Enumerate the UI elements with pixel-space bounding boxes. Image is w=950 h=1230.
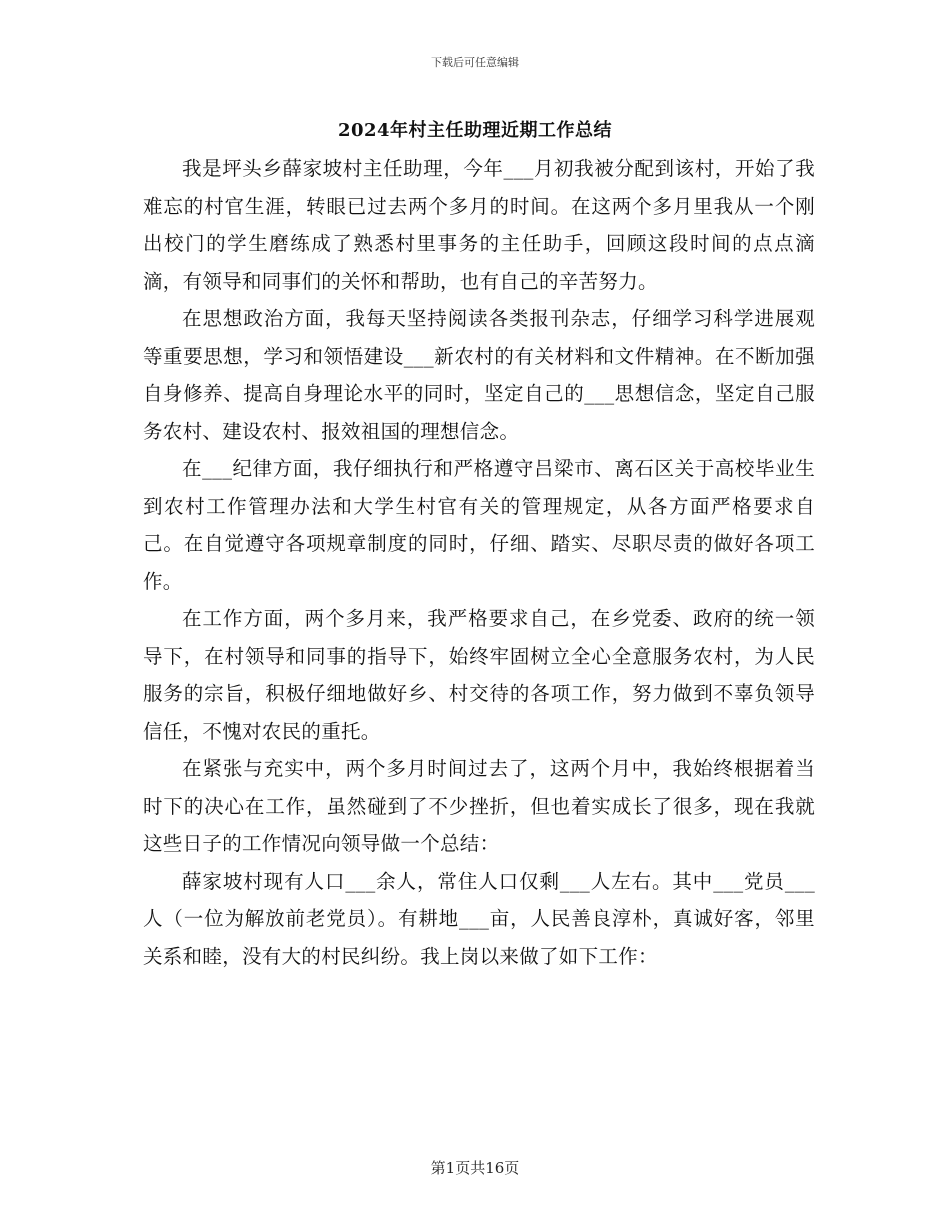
header-note: 下载后可任意编辑 <box>431 56 519 69</box>
document-body <box>143 150 815 975</box>
document-title: 2024年村主任助理近期工作总结 <box>337 120 613 141</box>
paragraph-work: 在工作方面，两个多月来，我严格要求自己，在乡党委、政府的统一领导下，在村领导和同事的指导下，始终牢固树立全心全意服务农村，为人民服务的宗旨，积极仔细地做好乡、村交待的各项工作，努力做到不辜负领导信任，不愧对农民的重托。 <box>143 607 815 743</box>
paragraph-summary-intro: 在紧张与充实中，两个多月时间过去了，这两个月中，我始终根据着当时下的决心在工作，虽然碰到了不少挫折，但也着实成长了很多，现在我就这些日子的工作情况向领导做一个总结： <box>143 757 815 855</box>
page-number: 第1页共16页 <box>430 1159 520 1177</box>
paragraph-village-overview: 薛家坡村现有人口___余人，常住人口仅剩___人左右。其中___党员___人（一位为解放前老党员）。有耕地___亩，人民善良淳朴，真诚好客，邻里关系和睦，没有大的村民纠纷。我上岗以来做了如下工作： <box>143 869 815 968</box>
paragraph-political-thought: 在思想政治方面，我每天坚持阅读各类报刊杂志，仔细学习科学进展观等重要思想，学习和领悟建设___新农村的有关材料和文件精神。在不断加强自身修养、提高自身理论水平的同时，坚定自己的___思想信念，坚定自己服务农村、建设农村、报效祖国的理想信念。 <box>143 307 815 443</box>
paragraph-discipline: 在___纪律方面，我仔细执行和严格遵守吕梁市、离石区关于高校毕业生到农村工作管理办法和大学生村官有关的管理规定，从各方面严格要求自己。在自觉遵守各项规章制度的同时，仔细、踏实、尽职尽责的做好各项工作。 <box>143 457 815 593</box>
paragraph-intro: 我是坪头乡薛家坡村主任助理，今年___月初我被分配到该村，开始了我难忘的村官生涯，转眼已过去两个多月的时间。在这两个多月里我从一个刚出校门的学生磨练成了熟悉村里事务的主任助手，回顾这段时间的点点滴滴，有领导和同事们的关怀和帮助，也有自己的辛苦努力。 <box>143 157 815 293</box>
